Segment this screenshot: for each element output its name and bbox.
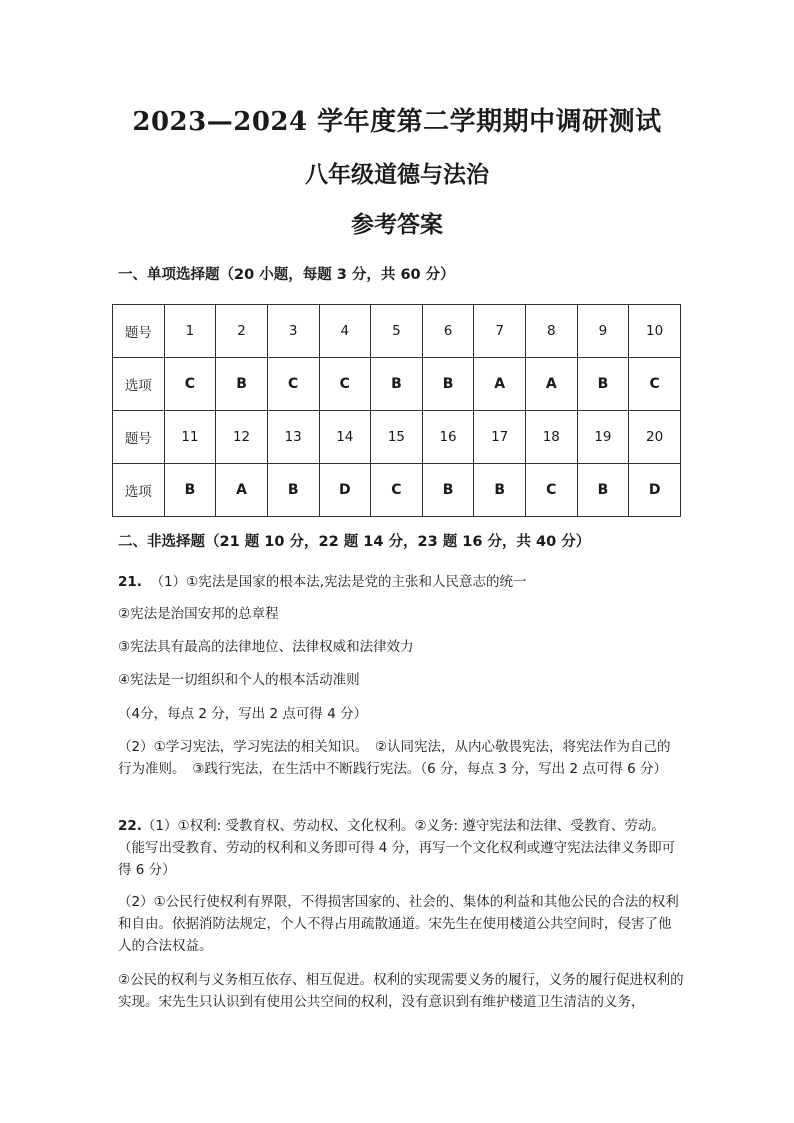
answer-option: C (319, 358, 371, 411)
answer-option: A (216, 464, 268, 517)
answer-option: B (577, 464, 629, 517)
answer-option: B (577, 358, 629, 411)
q21-scoring-note: （4分，每点 2 分，写出 2 点可得 4 分） (118, 706, 368, 722)
section2-heading: 二、非选择题（21 题 10 分，22 题 14 分，23 题 16 分，共 40 分） (118, 534, 591, 550)
answer-option: B (474, 464, 526, 517)
table-row (113, 411, 681, 464)
table-row (113, 305, 681, 358)
question-number: 9 (577, 305, 629, 358)
table-row (113, 464, 681, 517)
answer-option: D (319, 464, 371, 517)
answer-option: B (422, 358, 474, 411)
q21-point4: ④宪法是一切组织和个人的根本活动准则 (118, 672, 360, 688)
answer-option: B (371, 358, 423, 411)
question-number: 11 (164, 411, 216, 464)
answer-table (112, 304, 681, 517)
answer-option: C (526, 464, 578, 517)
question-number: 10 (629, 305, 681, 358)
question-number: 15 (371, 411, 423, 464)
table-row (113, 358, 681, 411)
question-number: 8 (526, 305, 578, 358)
question-number: 14 (319, 411, 371, 464)
q22-p1-text: （1）①权利: 受教育权、劳动权、文化权利。②义务: 遵守宪法和法律、受教育、劳动。（能写出受教育、劳动的权利和义务即可得 4 分，再写一个文化权利或遵守宪法法律义务即可得 6 分） (118, 818, 676, 878)
q21-point3: ③宪法具有最高的法律地位、法律权威和法律效力 (118, 639, 414, 655)
q21-p1-text: （1）①宪法是国家的根本法,宪法是党的主张和人民意志的统一 (150, 574, 527, 590)
row-label: 选项 (113, 358, 165, 411)
question-number: 2 (216, 305, 268, 358)
q22-part2-point1: （2）①公民行使权利有界限，不得损害国家的、社会的、集体的利益和其他公民的合法的权利和自由。依据消防法规定，个人不得占用疏散通道。宋先生在使用楼道公共空间时，侵害了他人的合法权益。 (118, 894, 679, 954)
row-label: 题号 (113, 305, 165, 358)
doc-type-title: 参考答案 (351, 211, 443, 238)
answer-option: A (474, 358, 526, 411)
q21-part2: （2）①学习宪法，学习宪法的相关知识。 ②认同宪法，从内心敬畏宪法，将宪法作为自己的行为准则。 ③践行宪法，在生活中不断践行宪法。（6 分，每点 3 分，写出 2 点可得 6 分） (118, 739, 671, 777)
answer-option: B (422, 464, 474, 517)
question-number: 18 (526, 411, 578, 464)
question-number: 7 (474, 305, 526, 358)
row-label: 选项 (113, 464, 165, 517)
question-number: 19 (577, 411, 629, 464)
question-number: 13 (267, 411, 319, 464)
q22-number: 22. (118, 818, 142, 834)
subject-title: 八年级道德与法治 (305, 161, 489, 188)
answer-option: C (267, 358, 319, 411)
question-number: 3 (267, 305, 319, 358)
q22-part1 (118, 815, 684, 881)
question-number: 12 (216, 411, 268, 464)
q21-number: 21. (118, 574, 142, 590)
answer-option: C (164, 358, 216, 411)
row-label: 题号 (113, 411, 165, 464)
section1-heading: 一、单项选择题（20 小题，每题 3 分，共 60 分） (118, 267, 455, 283)
q21-point2: ②宪法是治国安邦的总章程 (118, 606, 279, 622)
answer-option: C (629, 358, 681, 411)
answer-option: C (371, 464, 423, 517)
question-number: 4 (319, 305, 371, 358)
question-number: 17 (474, 411, 526, 464)
q22-part2-point2: ②公民的权利与义务相互依存、相互促进。权利的实现需要义务的履行，义务的履行促进权利的实现。宋先生只认识到有使用公共空间的权利，没有意识到有维护楼道卫生清洁的义务， (118, 972, 684, 1010)
answer-option: B (164, 464, 216, 517)
question-number: 1 (164, 305, 216, 358)
question-number: 5 (371, 305, 423, 358)
question-number: 20 (629, 411, 681, 464)
answer-option: B (216, 358, 268, 411)
question-number: 16 (422, 411, 474, 464)
answer-option: D (629, 464, 681, 517)
q21-part1-point1 (118, 571, 684, 593)
exam-title: 2023—2024 学年度第二学期期中调研测试 (132, 107, 662, 137)
answer-option: B (267, 464, 319, 517)
question-number: 6 (422, 305, 474, 358)
answer-option: A (526, 358, 578, 411)
